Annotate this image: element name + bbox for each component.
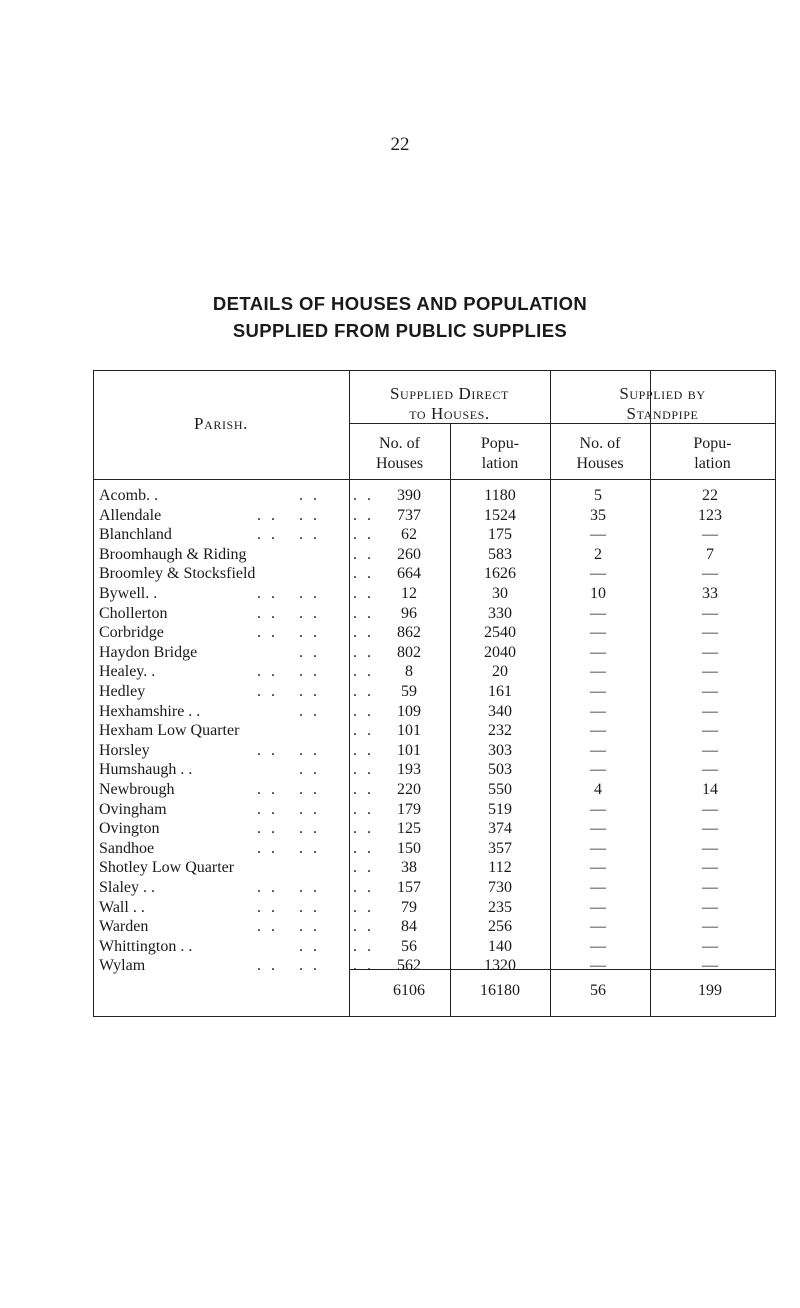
standpipe-houses-value: —: [590, 957, 606, 975]
dot-leader: . .: [353, 545, 374, 563]
dot-leader: . .: [299, 820, 320, 838]
dot-leader: . .: [353, 781, 374, 798]
standpipe-houses-value: 35: [590, 506, 606, 524]
total-standpipe-houses: 56: [590, 982, 606, 999]
parish-name: Humshaugh . .: [99, 761, 193, 779]
population-value: 1524: [484, 506, 516, 524]
parish-name: Broomhaugh & Riding: [99, 545, 247, 563]
parish-name: Slaley . .: [99, 879, 155, 896]
dot-leader: . .: [257, 663, 278, 681]
dot-leader: . .: [299, 937, 320, 955]
houses-value: 862: [397, 624, 421, 642]
dot-leader: . .: [299, 506, 320, 524]
parish-name: Bywell. .: [99, 585, 158, 602]
houses-population-table: [93, 370, 776, 1017]
standpipe-population-value: —: [702, 918, 718, 936]
parish-name: Healey. .: [99, 663, 156, 681]
standpipe-houses-value: 10: [590, 585, 606, 602]
total-standpipe-population: 199: [698, 982, 722, 999]
dot-leader: . .: [353, 624, 374, 642]
dot-leader: . .: [353, 585, 374, 602]
dot-leader: . .: [353, 702, 374, 720]
population-value: 357: [488, 839, 512, 857]
dot-leader: . .: [257, 820, 278, 838]
standpipe-population-value: —: [702, 722, 718, 740]
parish-name: Acomb. .: [99, 487, 159, 504]
parish-name: Hexhamshire . .: [99, 702, 201, 720]
parish-name: Shotley Low Quarter: [99, 859, 235, 877]
standpipe-houses-value: —: [590, 702, 606, 720]
standpipe-population-value: —: [702, 643, 718, 661]
page-number: 22: [390, 134, 410, 155]
standpipe-houses-value: —: [590, 898, 606, 916]
houses-value: 101: [397, 741, 421, 759]
parish-name: Broomley & Stocksfield: [99, 565, 256, 583]
dot-leader: . .: [353, 937, 374, 955]
houses-value: 8: [405, 663, 413, 681]
houses-value: 150: [397, 839, 421, 857]
dot-leader: . .: [299, 957, 320, 975]
dot-leader: . .: [353, 683, 374, 700]
standpipe-population-value: 123: [698, 506, 722, 524]
houses-value: 220: [397, 781, 421, 798]
standpipe-population-value: —: [702, 683, 718, 700]
houses-value: 59: [401, 683, 417, 700]
standpipe-houses-value: —: [590, 839, 606, 857]
houses-value: 96: [401, 604, 417, 622]
standpipe-population-value: —: [702, 526, 718, 544]
dot-leader: . .: [257, 585, 278, 602]
parish-header: Parish.: [194, 414, 248, 433]
dot-leader: . .: [299, 761, 320, 779]
standpipe-houses-value: —: [590, 643, 606, 661]
standpipe-population-value: —: [702, 663, 718, 681]
total-population: 16180: [480, 982, 520, 999]
standpipe-houses-value: 4: [594, 781, 602, 798]
standpipe-houses-value: —: [590, 937, 606, 955]
population-header-line2: lation: [481, 455, 519, 472]
standpipe-population-header-line1: Popu-: [693, 435, 732, 452]
parish-name: Chollerton: [99, 604, 168, 622]
standpipe-population-value: 33: [702, 585, 718, 602]
dot-leader: . .: [353, 565, 374, 583]
table-top-rule: [93, 370, 776, 371]
parish-name: Newbrough: [99, 781, 175, 798]
houses-value: 157: [397, 879, 421, 896]
dot-leader: . .: [299, 624, 320, 642]
population-value: 235: [488, 898, 512, 916]
dot-leader: . .: [299, 585, 320, 602]
dot-leader: . .: [353, 643, 374, 661]
houses-value: 390: [397, 487, 421, 504]
page-subtitle: SUPPLIED FROM PUBLIC SUPPLIES: [232, 320, 568, 341]
population-value: 232: [488, 722, 512, 740]
dot-leader: . .: [299, 741, 320, 759]
houses-value: 12: [401, 585, 417, 602]
standpipe-population-value: —: [702, 565, 718, 583]
houses-value: 562: [397, 957, 421, 975]
standpipe-houses-value: —: [590, 526, 606, 544]
dot-leader: . .: [353, 879, 374, 896]
population-value: 340: [488, 702, 512, 720]
dot-leader: . .: [257, 800, 278, 818]
dot-leader: . .: [299, 781, 320, 798]
standpipe-houses-value: 5: [594, 487, 602, 504]
table-row: [93, 957, 776, 979]
header-bottom-rule: [93, 479, 776, 480]
dot-leader: . .: [257, 879, 278, 896]
houses-value: 109: [397, 702, 421, 720]
standpipe-population-value: —: [702, 702, 718, 720]
dot-leader: . .: [353, 604, 374, 622]
standpipe-houses-header-line1: No. of: [579, 435, 621, 452]
houses-value: 62: [401, 526, 417, 544]
standpipe-population-value: —: [702, 604, 718, 622]
dot-leader: . .: [353, 663, 374, 681]
standpipe-houses-value: —: [590, 565, 606, 583]
dot-leader: . .: [353, 526, 374, 544]
population-value: 730: [488, 879, 512, 896]
standpipe-houses-value: —: [590, 604, 606, 622]
dot-leader: . .: [299, 839, 320, 857]
parish-name: Wall . .: [99, 898, 145, 916]
standpipe-houses-value: —: [590, 663, 606, 681]
parish-name: Hexham Low Quarter: [99, 722, 240, 740]
dot-leader: . .: [299, 800, 320, 818]
standpipe-houses-value: —: [590, 683, 606, 700]
dot-leader: . .: [353, 761, 374, 779]
parish-name: Haydon Bridge: [99, 643, 198, 661]
houses-value: 179: [397, 800, 421, 818]
dot-leader: . .: [353, 487, 374, 504]
population-value: 303: [488, 741, 512, 759]
standpipe-population-value: —: [702, 800, 718, 818]
population-value: 1180: [484, 487, 516, 504]
standpipe-houses-value: —: [590, 741, 606, 759]
dot-leader: . .: [299, 879, 320, 896]
houses-value: 737: [397, 506, 421, 524]
dot-leader: . .: [353, 506, 374, 524]
population-value: 30: [492, 585, 508, 602]
standpipe-houses-value: —: [590, 820, 606, 838]
dot-leader: . .: [353, 820, 374, 838]
dot-leader: . .: [257, 526, 278, 544]
dot-leader: . .: [299, 898, 320, 916]
population-value: 550: [488, 781, 512, 798]
page-title: DETAILS OF HOUSES AND POPULATION: [212, 293, 588, 314]
dot-leader: . .: [353, 741, 374, 759]
parish-name: Sandhoe: [99, 839, 155, 857]
population-value: 112: [488, 859, 512, 877]
population-value: 2540: [484, 624, 516, 642]
population-value: 256: [488, 918, 512, 936]
standpipe-population-header-line2: lation: [694, 455, 731, 472]
dot-leader: . .: [257, 506, 278, 524]
dot-leader: . .: [257, 683, 278, 700]
parish-name: Blanchland: [99, 526, 172, 544]
dot-leader: . .: [257, 898, 278, 916]
direct-header-line2: to Houses.: [409, 404, 490, 423]
population-value: 161: [488, 683, 512, 700]
population-value: 2040: [484, 643, 516, 661]
population-value: 519: [488, 800, 512, 818]
parish-name: Wylam: [99, 957, 146, 975]
parish-name: Hedley: [99, 683, 146, 700]
parish-name: Warden: [99, 918, 149, 936]
population-value: 583: [488, 545, 512, 563]
dot-leader: . .: [299, 526, 320, 544]
population-header-line1: Popu-: [480, 435, 520, 452]
dot-leader: . .: [353, 859, 374, 877]
houses-header-line2: Houses: [375, 455, 424, 472]
standpipe-population-value: —: [702, 898, 718, 916]
standpipe-houses-value: —: [590, 859, 606, 877]
parish-name: Allendale: [99, 506, 162, 524]
population-value: 374: [488, 820, 512, 838]
standpipe-population-value: 22: [702, 487, 718, 504]
standpipe-population-value: 7: [706, 545, 714, 563]
dot-leader: . .: [257, 741, 278, 759]
houses-value: 56: [401, 937, 417, 955]
standpipe-header-line2: Standpipe: [626, 404, 699, 423]
standpipe-houses-value: —: [590, 800, 606, 818]
direct-header-line1: Supplied Direct: [390, 384, 509, 403]
houses-value: 664: [397, 565, 421, 583]
dot-leader: . .: [353, 800, 374, 818]
standpipe-population-value: —: [702, 741, 718, 759]
dot-leader: . .: [299, 702, 320, 720]
dot-leader: . .: [299, 643, 320, 661]
houses-value: 125: [397, 820, 421, 838]
dot-leader: . .: [299, 663, 320, 681]
standpipe-population-value: —: [702, 879, 718, 896]
standpipe-houses-value: 2: [594, 545, 602, 563]
standpipe-houses-value: —: [590, 918, 606, 936]
standpipe-population-value: —: [702, 859, 718, 877]
population-value: 140: [488, 937, 512, 955]
houses-value: 38: [401, 859, 417, 877]
dot-leader: . .: [299, 487, 320, 504]
dot-leader: . .: [257, 781, 278, 798]
dot-leader: . .: [257, 918, 278, 936]
dot-leader: . .: [353, 898, 374, 916]
dot-leader: . .: [353, 918, 374, 936]
standpipe-population-value: —: [702, 839, 718, 857]
houses-value: 193: [397, 761, 421, 779]
standpipe-population-value: —: [702, 761, 718, 779]
dot-leader: . .: [353, 957, 374, 975]
standpipe-population-value: —: [702, 937, 718, 955]
houses-value: 802: [397, 643, 421, 661]
population-value: 1320: [484, 957, 516, 975]
standpipe-header-line1: Supplied by: [619, 384, 706, 403]
houses-value: 79: [401, 898, 417, 916]
standpipe-population-value: —: [702, 957, 718, 975]
population-value: 1626: [484, 565, 516, 583]
parish-name: Corbridge: [99, 624, 164, 642]
dot-leader: . .: [353, 839, 374, 857]
standpipe-houses-value: —: [590, 761, 606, 779]
dot-leader: . .: [257, 957, 278, 975]
table-bottom-rule: [93, 1016, 776, 1017]
parish-name: Ovingham: [99, 800, 167, 818]
population-value: 503: [488, 761, 512, 779]
standpipe-houses-header-line2: Houses: [576, 455, 624, 472]
total-houses: 6106: [393, 982, 425, 999]
standpipe-houses-value: —: [590, 624, 606, 642]
houses-value: 260: [397, 545, 421, 563]
dot-leader: . .: [299, 683, 320, 700]
population-value: 20: [492, 663, 508, 681]
parish-name: Ovington: [99, 820, 160, 838]
population-value: 330: [488, 604, 512, 622]
dot-leader: . .: [299, 918, 320, 936]
dot-leader: . .: [353, 722, 374, 740]
standpipe-houses-value: —: [590, 879, 606, 896]
houses-header-line1: No. of: [379, 435, 420, 452]
standpipe-population-value: —: [702, 820, 718, 838]
dot-leader: . .: [257, 624, 278, 642]
population-value: 175: [488, 526, 512, 544]
standpipe-population-value: 14: [702, 781, 718, 798]
dot-leader: . .: [299, 604, 320, 622]
standpipe-population-value: —: [702, 624, 718, 642]
houses-value: 84: [401, 918, 417, 936]
dot-leader: . .: [257, 604, 278, 622]
standpipe-houses-value: —: [590, 722, 606, 740]
dot-leader: . .: [257, 839, 278, 857]
parish-name: Whittington . .: [99, 937, 193, 955]
houses-value: 101: [397, 722, 421, 740]
parish-name: Horsley: [99, 741, 150, 759]
